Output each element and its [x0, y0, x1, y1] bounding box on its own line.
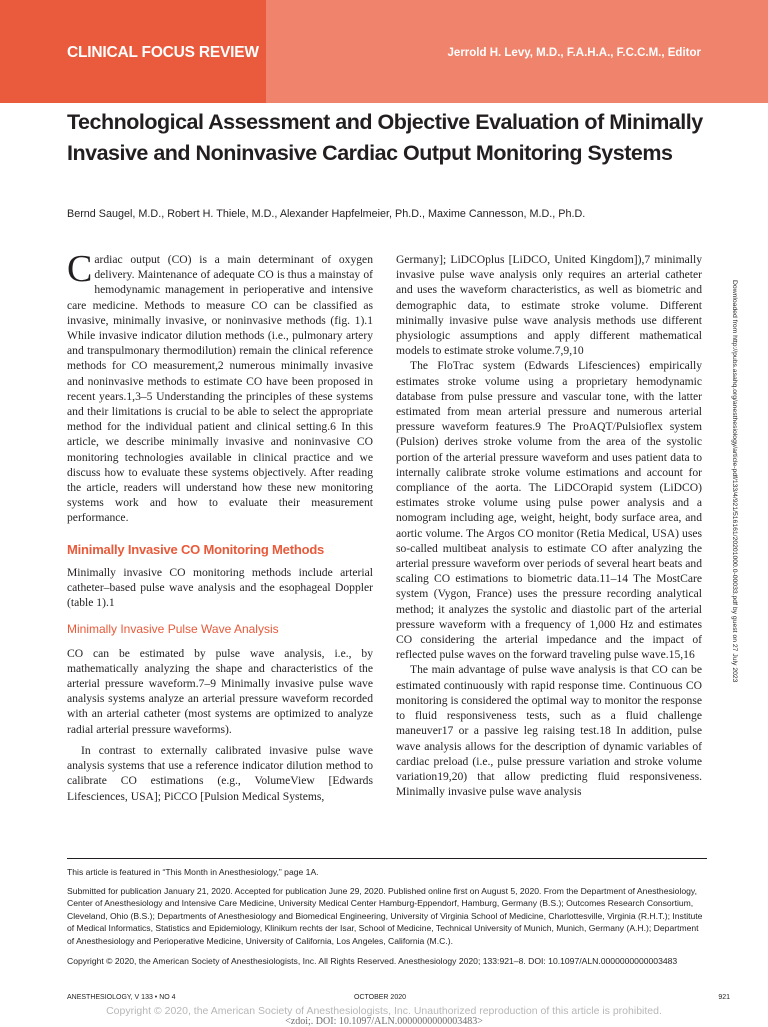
drop-cap: C — [67, 248, 93, 290]
doi-watermark: <zdoi;. DOI: 10.1097/ALN.0000000000003483> — [285, 1016, 483, 1027]
subsection-heading-pwa: Minimally Invasive Pulse Wave Analysis — [67, 622, 279, 637]
submission-note: Submitted for publication January 21, 2020. Accepted for publication June 29, 2020. Published online first on August 5, 2020. From the Department of Anesthesiology, Center of Anesthesiology and Intensive Care Medicine, University Medical Center Hamburg-Eppendorf, Hamburg, Germany (B.S.); Outcomes Research Consortium, Cleveland, Ohio (B.S.); Departments of Anesthesiology and Biomedical Engineering, University of Virginia School of Medicine, Charlottesville, Virginia (R.H.T.); Institute of Medical Informatics, Statistics and Epidemiology, Klinikum rechts der Isar, School of Medicine, Technical University of Munich, Munich, Germany (A.H.); Department of Anesthesiology and Perioperative Medicine, University of California, Los Angeles, California (M.C.). — [67, 886, 703, 946]
left-column — [67, 248, 373, 804]
journal-info: ANESTHESIOLOGY, V 133 • NO 4 — [67, 994, 176, 1001]
right-paragraph-3: The main advantage of pulse wave analysis is that CO can be estimated continuously with rapid response time. Continuous CO monitoring is considered the optimal way to monitor the response to fluid responsiveness tests, such as a fluid challenge maneuver17 or a passive leg raising test.18 In addition, pulse wave analysis allows for the description of dynamic variables of cardiac preload (i.e., pulse pressure variation and stroke volume variation19,20) that allow predicting fluid responsiveness. Minimally invasive pulse wave analysis — [396, 663, 702, 799]
right-column — [396, 252, 702, 799]
author-list: Bernd Saugel, M.D., Robert H. Thiele, M.D., Alexander Hapfelmeier, Ph.D., Maxime Cannesson, M.D., Ph.D. — [67, 208, 586, 220]
issue-date: OCTOBER 2020 — [354, 994, 407, 1001]
download-notice: Downloaded from http://pubs.asahq.org/anesthesiology/article-pdf/133/4/921/516161/20201000.0-00033.pdf by guest on 27 July 2023 — [731, 280, 738, 683]
editor-credit: Jerrold H. Levy, M.D., F.A.H.A., F.C.C.M., Editor — [447, 47, 701, 59]
page-number: 921 — [718, 994, 730, 1001]
featured-note: This article is featured in “This Month in Anesthesiology,” page 1A. — [67, 867, 319, 877]
copyright-watermark: Copyright © 2020, the American Society of Anesthesiologists, Inc. Unauthorized reproduction of this article is prohibited. — [106, 1005, 662, 1017]
intro-paragraph — [67, 248, 373, 526]
pwa-paragraph-2: In contrast to externally calibrated invasive pulse wave analysis systems that use a reference indicator dilution method to calibrate CO estimations (e.g., VolumeView [Edwards Lifesciences, USA]; PiCCO [Pulsion Medical Systems, — [67, 743, 373, 803]
header-banner — [0, 0, 768, 103]
download-sidebar — [731, 280, 745, 740]
right-paragraph-1: Germany]; LiDCOplus [LiDCO, United Kingdom]),7 minimally invasive pulse wave analysis only requires an arterial catheter and uses the waveform characteristics, as well as biometric and demographic data, to estimate stroke volume. Different minimally invasive pulse wave analysis methods use different physiologic assumptions and apply different mathematical models to estimate stroke volume.7,9,10 — [396, 253, 702, 358]
methods-paragraph: Minimally invasive CO monitoring methods include arterial catheter–based pulse wave analysis and the esophageal Doppler (table 1).1 — [67, 565, 373, 610]
intro-text: ardiac output (CO) is a main determinant of oxygen delivery. Maintenance of adequate CO is thus a mainstay of hemodynamic management in perioperative and intensive care medicine. Methods to measure CO can be classified as invasive, minimally invasive, or noninvasive methods (fig. 1).1 While invasive indicator dilution methods (i.e., pulmonary artery and transpulmonary thermodilution) remain the clinical reference methods for CO measurement,2 numerous minimally invasive and noninvasive methods to estimate CO have been proposed in recent years.1,3–5 Understanding the principles of these systems and their limitations is crucial to be able to select the appropriate method for the individual patient and clinical setting.6 In this article, we describe minimally invasive and noninvasive CO monitoring technologies available in clinical practice and we discuss how to evaluate these systems objectively. After reading the article, readers will understand how these new monitoring systems work and how to evaluate their measurement performance. — [67, 253, 373, 525]
section-heading-methods: Minimally Invasive CO Monitoring Methods — [67, 541, 325, 557]
section-label: CLINICAL FOCUS REVIEW — [67, 44, 259, 61]
article-title: Technological Assessment and Objective Evaluation of Minimally Invasive and Noninvasive Cardiac Output Monitoring Systems — [67, 110, 703, 165]
right-paragraph-2: The FloTrac system (Edwards Lifesciences) empirically estimates stroke volume using a proprietary hemodynamic database from pulse pressure and vascular tone, with the latter estimated from mean arterial pressure and numerous arterial pressure waveform features.9 The ProAQT/Pulsioflex system (Pulsion) derives stroke volume from the area of the systolic portion of the arterial pressure waveform and uses patient data to internally calibrate stroke volume estimations and account for compliance of the aorta. The LiDCOrapid system (LiDCO) estimates stroke volume using pulse power analysis and a nomogram including age, weight, height, body surface area, and aortic volume. The Argos CO monitor (Retia Medical, USA) uses so-called multibeat analysis to estimate CO after analyzing the arterial pressure waveform over periods of several heart beats and scaling CO estimations to biometric data.11–14 The MostCare system (Vygon, France) uses the pressure recording analytical method; it analyzes the systolic and diastolic part of the arterial pressure waveform with a frequency of 1,000 Hz and estimates CO considering the arterial impedance and the impact of reflected pulse waves on the forward traveling pulse wave.15,16 — [396, 359, 702, 662]
pwa-paragraph-1: CO can be estimated by pulse wave analysis, i.e., by mathematically analyzing the shape and characteristics of the arterial pressure waveform.7–9 Minimally invasive pulse wave analysis systems analyze an arterial pressure waveform recorded with an arterial catheter (most systems are optimized to analyze radial arterial pressure waveforms). — [67, 646, 373, 736]
copyright-note: Copyright © 2020, the American Society of Anesthesiologists, Inc. All Rights Reserved. Anesthesiology 2020; 133:921–8. DOI: 10.1097/ALN.0000000000003483 — [67, 956, 678, 966]
footnote-divider — [67, 858, 707, 859]
